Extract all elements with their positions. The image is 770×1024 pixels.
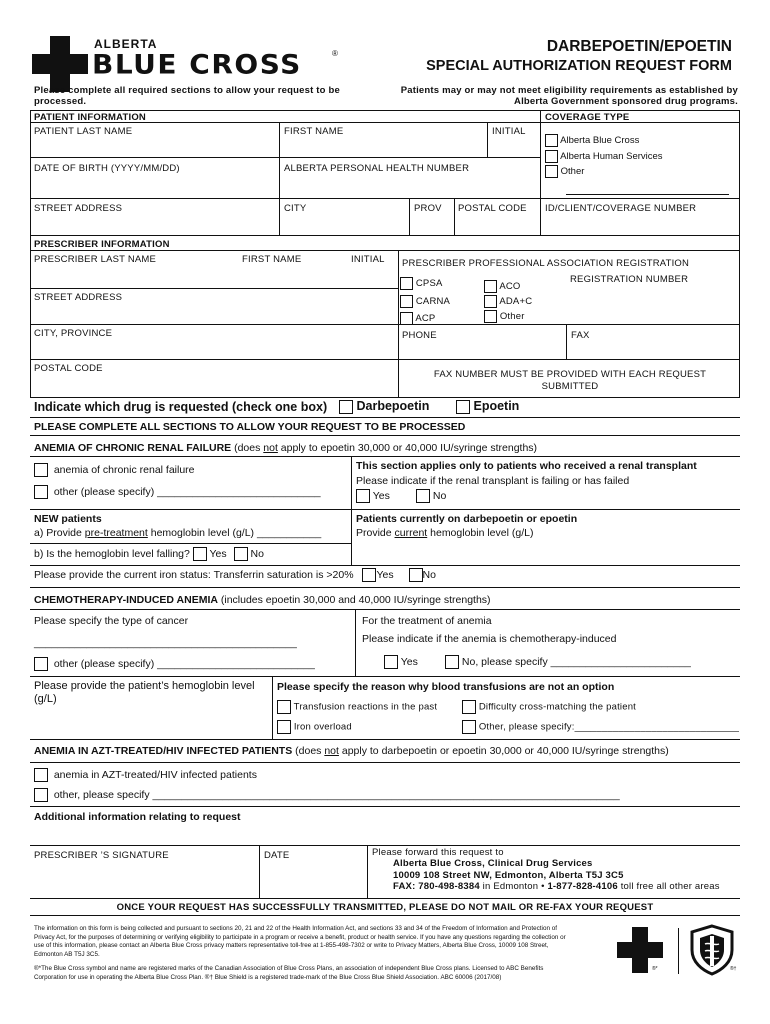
patient-hgb-field[interactable]: Please provide the patient’s hemoglobin level (g/L) [34,680,255,705]
forward-instruction: Please forward this request to [372,847,504,858]
drug-option-darbepoetin[interactable]: Darbepoetin [339,399,429,414]
patient-first-name-field[interactable]: FIRST NAME [284,126,344,137]
coverage-option-other[interactable]: Other [545,165,584,178]
checkbox[interactable] [484,310,497,323]
patient-street-field[interactable]: STREET ADDRESS [34,203,123,214]
fax-required-note: FAX NUMBER MUST BE PROVIDED WITH EACH REQUEST SUBMITTED [433,369,707,392]
forward-address: 10009 108 Street NW, Edmonton, Alberta T5J 3C5 [393,870,624,881]
logo-registered: ® [332,49,338,58]
forward-org: Alberta Blue Cross, Clinical Drug Services [393,858,593,869]
patient-postal-field[interactable]: POSTAL CODE [458,203,527,214]
iron-status-question: Please provide the current iron status: Transferrin saturation is >20% Yes No [34,568,436,581]
patient-last-name-field[interactable]: PATIENT LAST NAME [34,126,133,137]
checkbox[interactable] [545,150,558,163]
drug-prompt: Indicate which drug is requested (check one box) [34,400,328,414]
reason-transfusion-reactions[interactable]: Transfusion reactions in the past [277,700,437,714]
checkbox[interactable] [34,463,48,477]
prescriber-city-field[interactable]: CITY, PROVINCE [34,328,113,339]
assoc-aco[interactable]: ACO [484,280,521,293]
prescriber-phone-field[interactable]: PHONE [402,330,437,341]
patient-initial-field[interactable]: INITIAL [492,126,526,137]
checkbox[interactable] [484,295,497,308]
cancer-type-field[interactable]: Please specify the type of cancer [34,615,189,627]
chemo-other-option[interactable]: other (please specify) ___________________________ [34,657,315,671]
coverage-option-abc[interactable]: Alberta Blue Cross [545,134,639,147]
current-patients-heading: Patients currently on darbepoetin or epoetin [356,513,578,525]
transplant-question: Please indicate if the renal transplant is failing or has failed [356,475,630,487]
current-hgb-field[interactable]: Provide current hemoglobin level (g/L) [356,527,534,539]
checkbox[interactable] [445,655,459,669]
iron-no-checkbox[interactable] [409,568,423,582]
transfusion-heading: Please specify the reason why blood transfusions are not an option [277,681,615,693]
prescriber-signature-field[interactable]: PRESCRIBER ’S SIGNATURE [34,850,169,861]
iron-yes-checkbox[interactable] [362,568,376,582]
coverage-other-line[interactable] [566,194,729,195]
transplant-no[interactable]: No [416,489,446,503]
hgb-falling-no-checkbox[interactable] [234,547,248,561]
azt-option-anemia[interactable]: anemia in AZT-treated/HIV infected patients [34,768,257,782]
patient-city-field[interactable]: CITY [284,203,307,214]
hgb-falling-question: b) Is the hemoglobin level falling? Yes No [34,547,264,560]
forward-fax: FAX: 780-498-8384 in Edmonton • 1-877-828-4106 toll free all other areas [393,881,720,892]
blue-cross-mark: ®* [652,966,658,972]
checkbox[interactable] [400,295,413,308]
patient-info-heading: PATIENT INFORMATION [34,112,146,123]
prescriber-postal-field[interactable]: POSTAL CODE [34,363,103,374]
form-title: SPECIAL AUTHORIZATION REQUEST FORM [426,58,732,74]
coverage-type-heading: COVERAGE TYPE [545,112,630,123]
treatment-label: For the treatment of anemia [362,615,492,627]
logo-blue-cross: BLUE CROSS [92,48,302,81]
azt-heading: ANEMIA IN AZT-TREATED/HIV INFECTED PATIENTS (does not apply to darbepoetin or epoetin 30,000 or 40,000 IU/syringe strengths) [34,745,669,757]
checkbox[interactable] [34,768,48,782]
renal-option-anemia[interactable]: anemia of chronic renal failure [34,463,195,477]
eligibility-note: Patients may or may not meet eligibility requirements as established by Alberta Government sponsored drug programs. [400,85,738,107]
checkbox[interactable] [456,400,470,414]
coverage-number-field[interactable]: ID/CLIENT/COVERAGE NUMBER [545,203,697,214]
azt-option-other[interactable]: other, please specify ________________________________________________________________________________ [34,788,734,802]
privacy-notice: The information on this form is being collected and pursuant to sections 20, 21 and 22 of the Health Information Act, and sections 33 and 34 of the Freedom of Information and Protection of Privacy Act, for the purposes of determining or verifying eligibility to participate in a program or receive a benefit, product or health service. If you have any questions regarding the collection or use of this information, please contact an Alberta Blue Cross privacy matters representative toll-free at 1-855-498-7302 or write to Privacy Matters, Alberta Blue Cross, 10009 108 Street, Edmonton AB T5J 3C5. [34,925,566,958]
reason-other[interactable]: Other, please specify:______________________________ [462,720,739,734]
blue-shield-mark: ®† [730,966,737,972]
checkbox[interactable] [34,788,48,802]
checkbox[interactable] [277,700,291,714]
do-not-mail-notice: ONCE YOUR REQUEST HAS SUCCESSFULLY TRANSMITTED, PLEASE DO NOT MAIL OR RE-FAX YOUR REQUEST [116,902,654,913]
checkbox[interactable] [400,277,413,290]
checkbox[interactable] [545,134,558,147]
health-number-field[interactable]: ALBERTA PERSONAL HEALTH NUMBER [284,163,470,174]
additional-info-field[interactable]: Additional information relating to request [34,811,241,823]
logo-alberta: ALBERTA [94,37,158,51]
assoc-carna[interactable]: CARNA [400,295,450,308]
assoc-adac[interactable]: ADA+C [484,295,532,308]
chemo-induced-yes[interactable]: Yes [384,655,418,669]
chemo-heading: CHEMOTHERAPY-INDUCED ANEMIA (includes epoetin 30,000 and 40,000 IU/syringe strengths) [34,594,491,606]
prescriber-first-name-field[interactable]: FIRST NAME [242,254,302,265]
chemo-induced-no[interactable]: No, please specify ________________________ [445,655,691,669]
checkbox[interactable] [545,165,558,178]
instructions-note: Please complete all required sections to allow your request to be processed. [34,85,341,107]
checkbox[interactable] [34,485,48,499]
transplant-yes[interactable]: Yes [356,489,390,503]
checkbox[interactable] [462,720,476,734]
reason-cross-matching[interactable]: Difficulty cross-matching the patient [462,700,636,714]
assoc-acp[interactable]: ACP [400,312,435,325]
checkbox[interactable] [484,280,497,293]
registration-number-field[interactable]: REGISTRATION NUMBER [570,274,689,285]
trademark-notice: ®*The Blue Cross symbol and name are registered marks of the Canadian Association of Blue Cross Plans, an association of independent Blue Cross plans. Licensed to ABC Benefits Corporation for use in operating the Alberta Blue Cross Plan. ®† Blue Shield is a registered trade-mark of the Blue Cross Blue Shield Association. ABC 60006 (2017/08) [34,965,544,981]
checkbox[interactable] [34,657,48,671]
hgb-falling-yes-checkbox[interactable] [193,547,207,561]
registration-heading: PRESCRIBER PROFESSIONAL ASSOCIATION REGISTRATION [402,258,690,269]
checkbox[interactable] [339,400,353,414]
cancer-type-line[interactable]: _____________________________________________ [34,637,297,649]
renal-heading: ANEMIA OF CHRONIC RENAL FAILURE (does not apply to epoetin 30,000 or 40,000 IU/syringe strengths) [34,442,538,454]
date-of-birth-field[interactable]: DATE OF BIRTH (YYYY/MM/DD) [34,163,180,174]
complete-sections-instruction: PLEASE COMPLETE ALL SECTIONS TO ALLOW YOUR REQUEST TO BE PROCESSED [34,421,466,433]
drug-option-epoetin[interactable]: Epoetin [456,399,519,414]
form-title-drug: DARBEPOETIN/EPOETIN [546,38,732,55]
prescriber-street-field[interactable]: STREET ADDRESS [34,292,123,303]
checkbox[interactable] [400,312,413,325]
assoc-other[interactable]: Other [484,310,525,323]
chemo-induced-question: Please indicate if the anemia is chemotherapy-induced [362,633,617,645]
checkbox[interactable] [277,720,291,734]
new-patients-heading: NEW patients [34,513,102,525]
blue-shield-symbol-icon [688,924,736,976]
checkbox[interactable] [462,700,476,714]
transplant-heading: This section applies only to patients who received a renal transplant [356,460,697,472]
checkbox[interactable] [416,489,430,503]
checkbox[interactable] [356,489,370,503]
prescriber-info-heading: PRESCRIBER INFORMATION [34,239,170,250]
assoc-cpsa[interactable]: CPSA [400,277,443,290]
renal-option-other[interactable]: other (please specify) ____________________________ [34,485,321,499]
signature-date-field[interactable]: DATE [264,850,290,861]
prescriber-fax-field[interactable]: FAX [571,330,590,341]
pretreatment-hgb-field[interactable]: a) Provide pre-treatment hemoglobin level (g/L) ___________ [34,527,322,539]
coverage-option-ahs[interactable]: Alberta Human Services [545,150,663,163]
prescriber-last-name-field[interactable]: PRESCRIBER LAST NAME [34,254,157,265]
reason-iron-overload[interactable]: Iron overload [277,720,352,734]
checkbox[interactable] [384,655,398,669]
patient-prov-field[interactable]: PROV [414,203,442,214]
prescriber-initial-field[interactable]: INITIAL [351,254,385,265]
